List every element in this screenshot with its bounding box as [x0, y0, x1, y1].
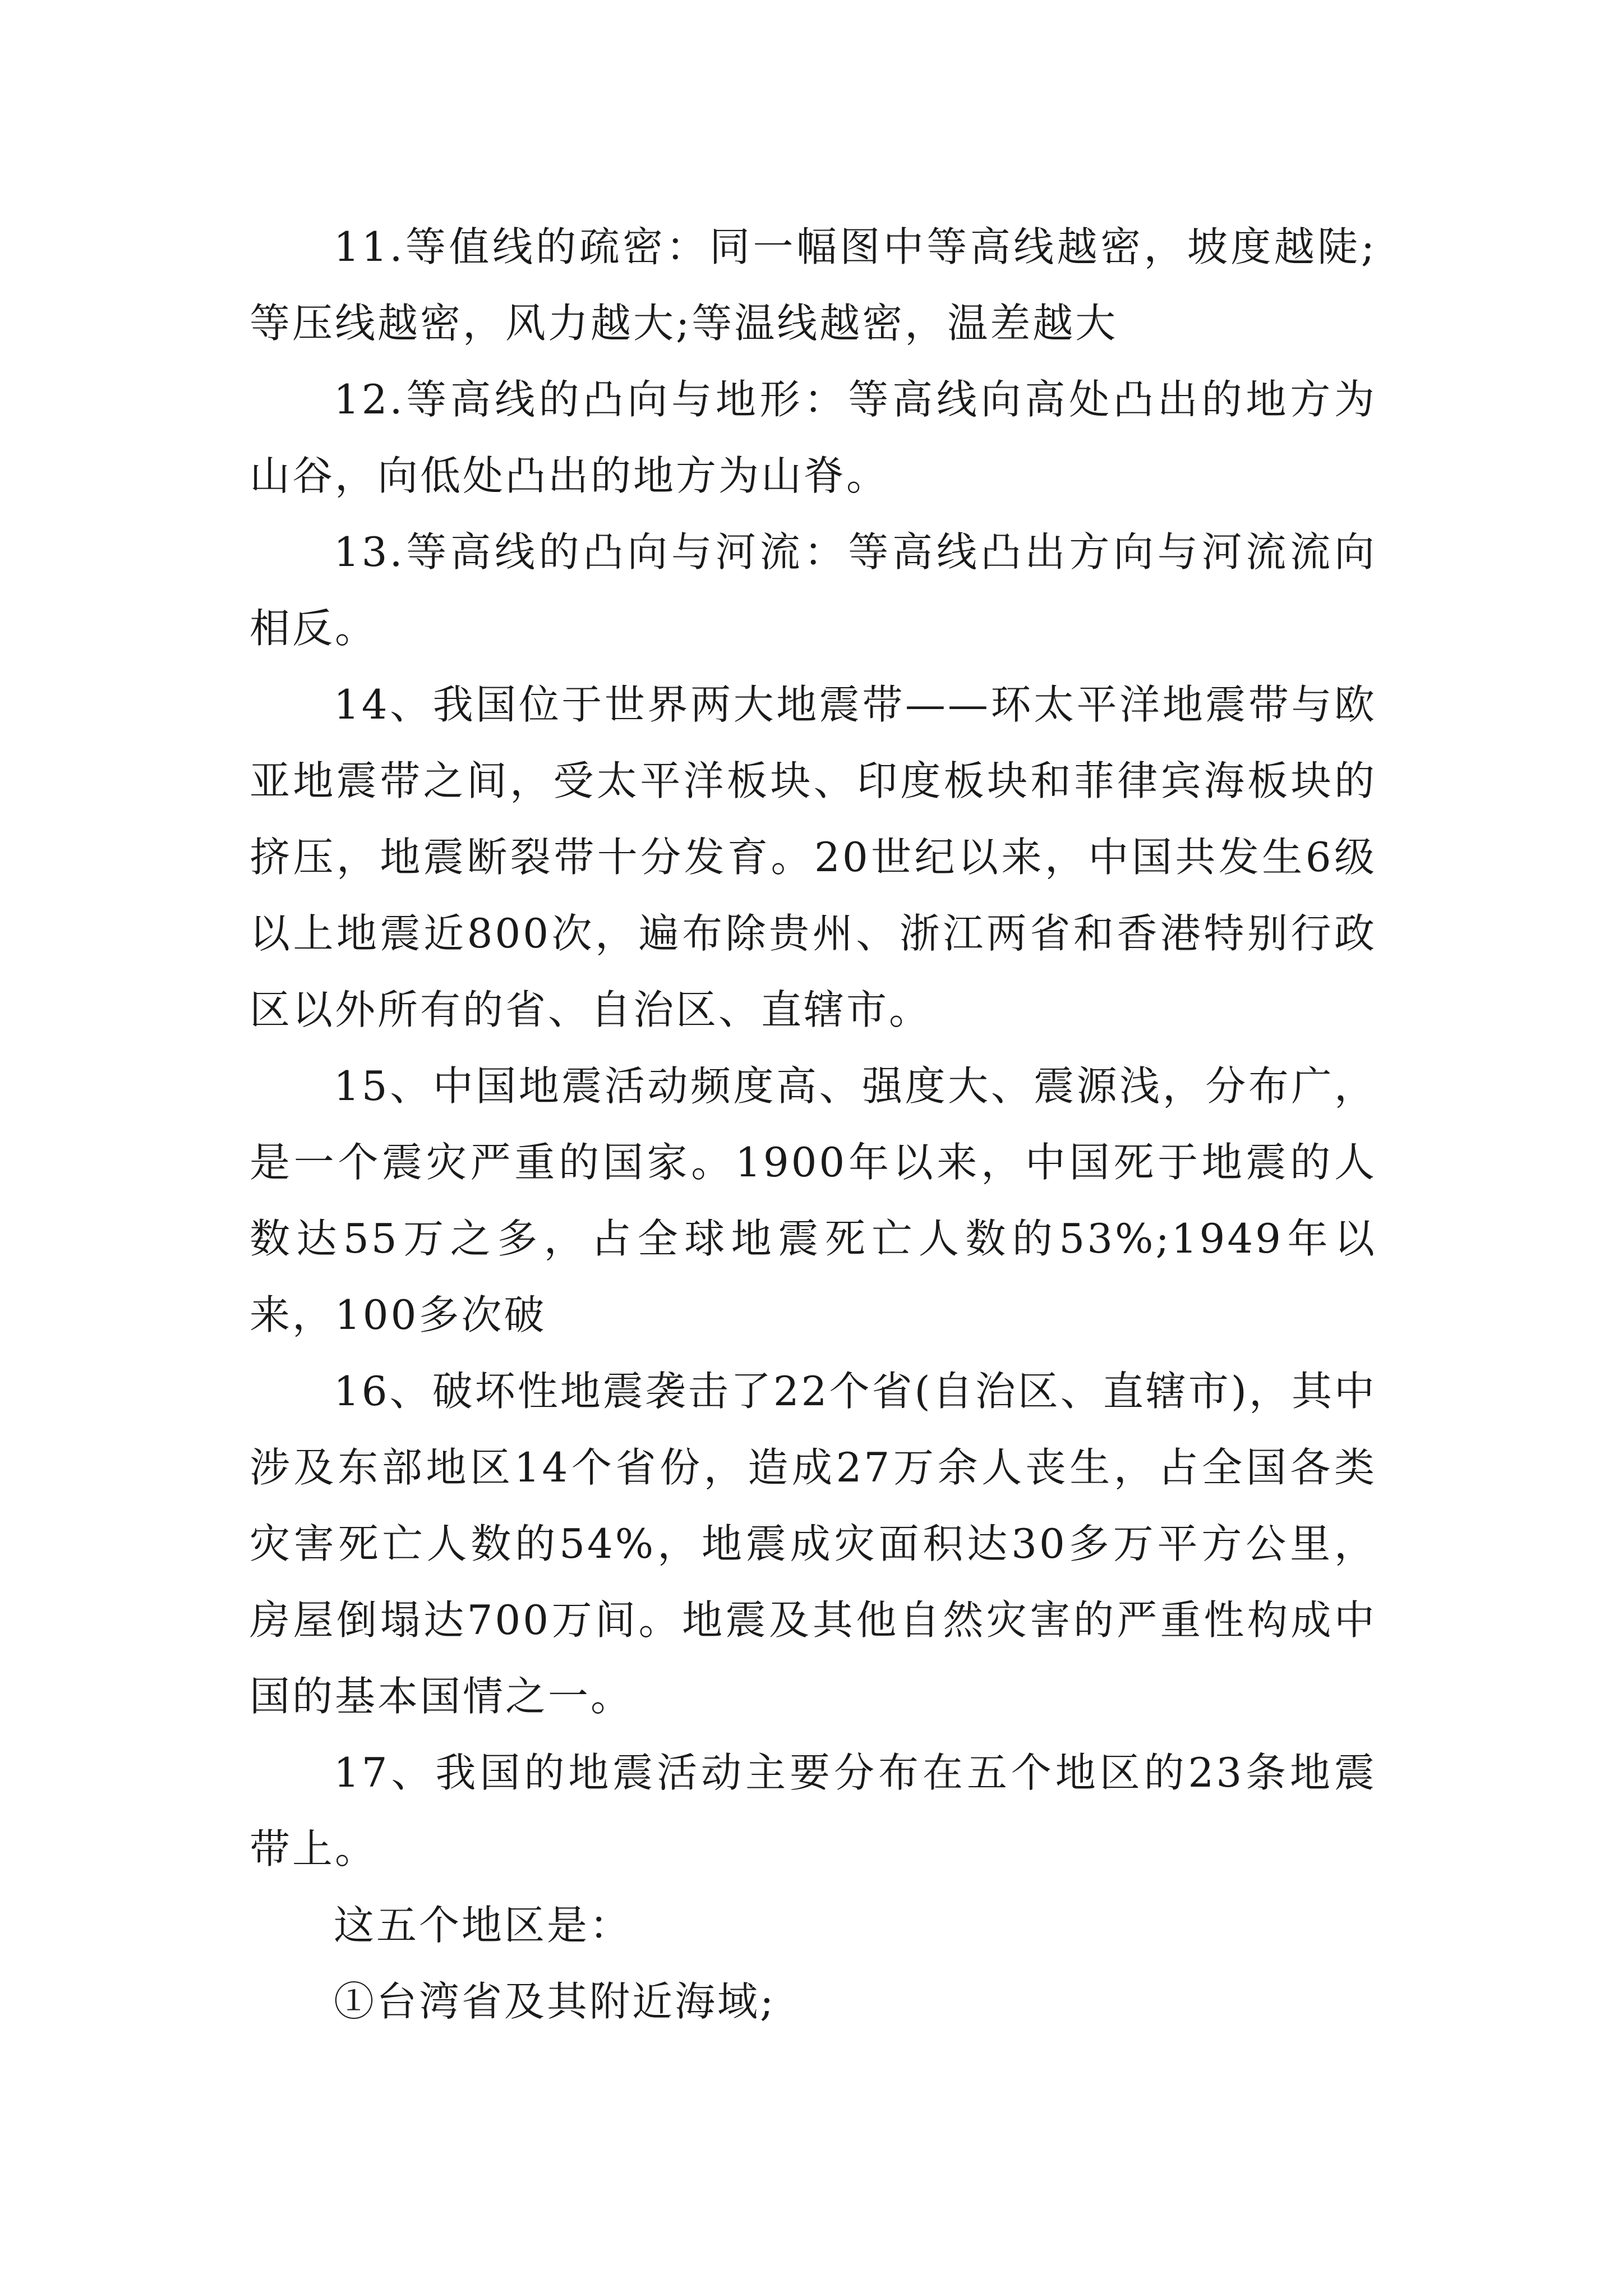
paragraph-five-regions-intro: 这五个地区是： [334, 1902, 633, 1949]
paragraph-16-destructive-earthquakes: 16、破坏性地震袭击了22个省(自治区、直辖市)，其中涉及东部地区14个省份，造成27万余人丧生，占全国各类灾害死亡人数的54%，地震成灾面积达30多万平方公里，房屋倒塌达700万间。地震及其他自然灾害的严重性构成中国的基本国情之一。 [250, 1368, 1377, 1720]
document-body [250, 209, 1377, 2040]
paragraph-14-seismic-belts: 14、我国位于世界两大地震带——环太平洋地震带与欧亚地震带之间，受太平洋板块、印度板块和菲律宾海板块的挤压，地震断裂带十分发育。20世纪以来，中国共发生6级以上地震近800次，遍布除贵州、浙江两省和香港特别行政区以外所有的省、自治区、直辖市。 [250, 681, 1377, 1033]
paragraph-12-contour-terrain: 12.等高线的凸向与地形：等高线向高处凸出的地方为山谷，向低处凸出的地方为山脊。 [250, 376, 1377, 499]
paragraph-11-contour-density: 11.等值线的疏密：同一幅图中等高线越密，坡度越陡;等压线越密，风力越大;等温线越密，温差越大 [250, 223, 1377, 347]
paragraph-13-contour-river: 13.等高线的凸向与河流：等高线凸出方向与河流流向相反。 [250, 528, 1377, 652]
paragraph-region-1-taiwan: ①台湾省及其附近海域; [334, 1978, 776, 2025]
paragraph-17-earthquake-distribution: 17、我国的地震活动主要分布在五个地区的23条地震带上。 [250, 1749, 1377, 1872]
paragraph-15-earthquake-activity: 15、中国地震活动频度高、强度大、震源浅，分布广，是一个震灾严重的国家。1900年以来，中国死于地震的人数达55万之多，占全球地震死亡人数的53%;1949年以来，100多次破 [250, 1062, 1377, 1338]
